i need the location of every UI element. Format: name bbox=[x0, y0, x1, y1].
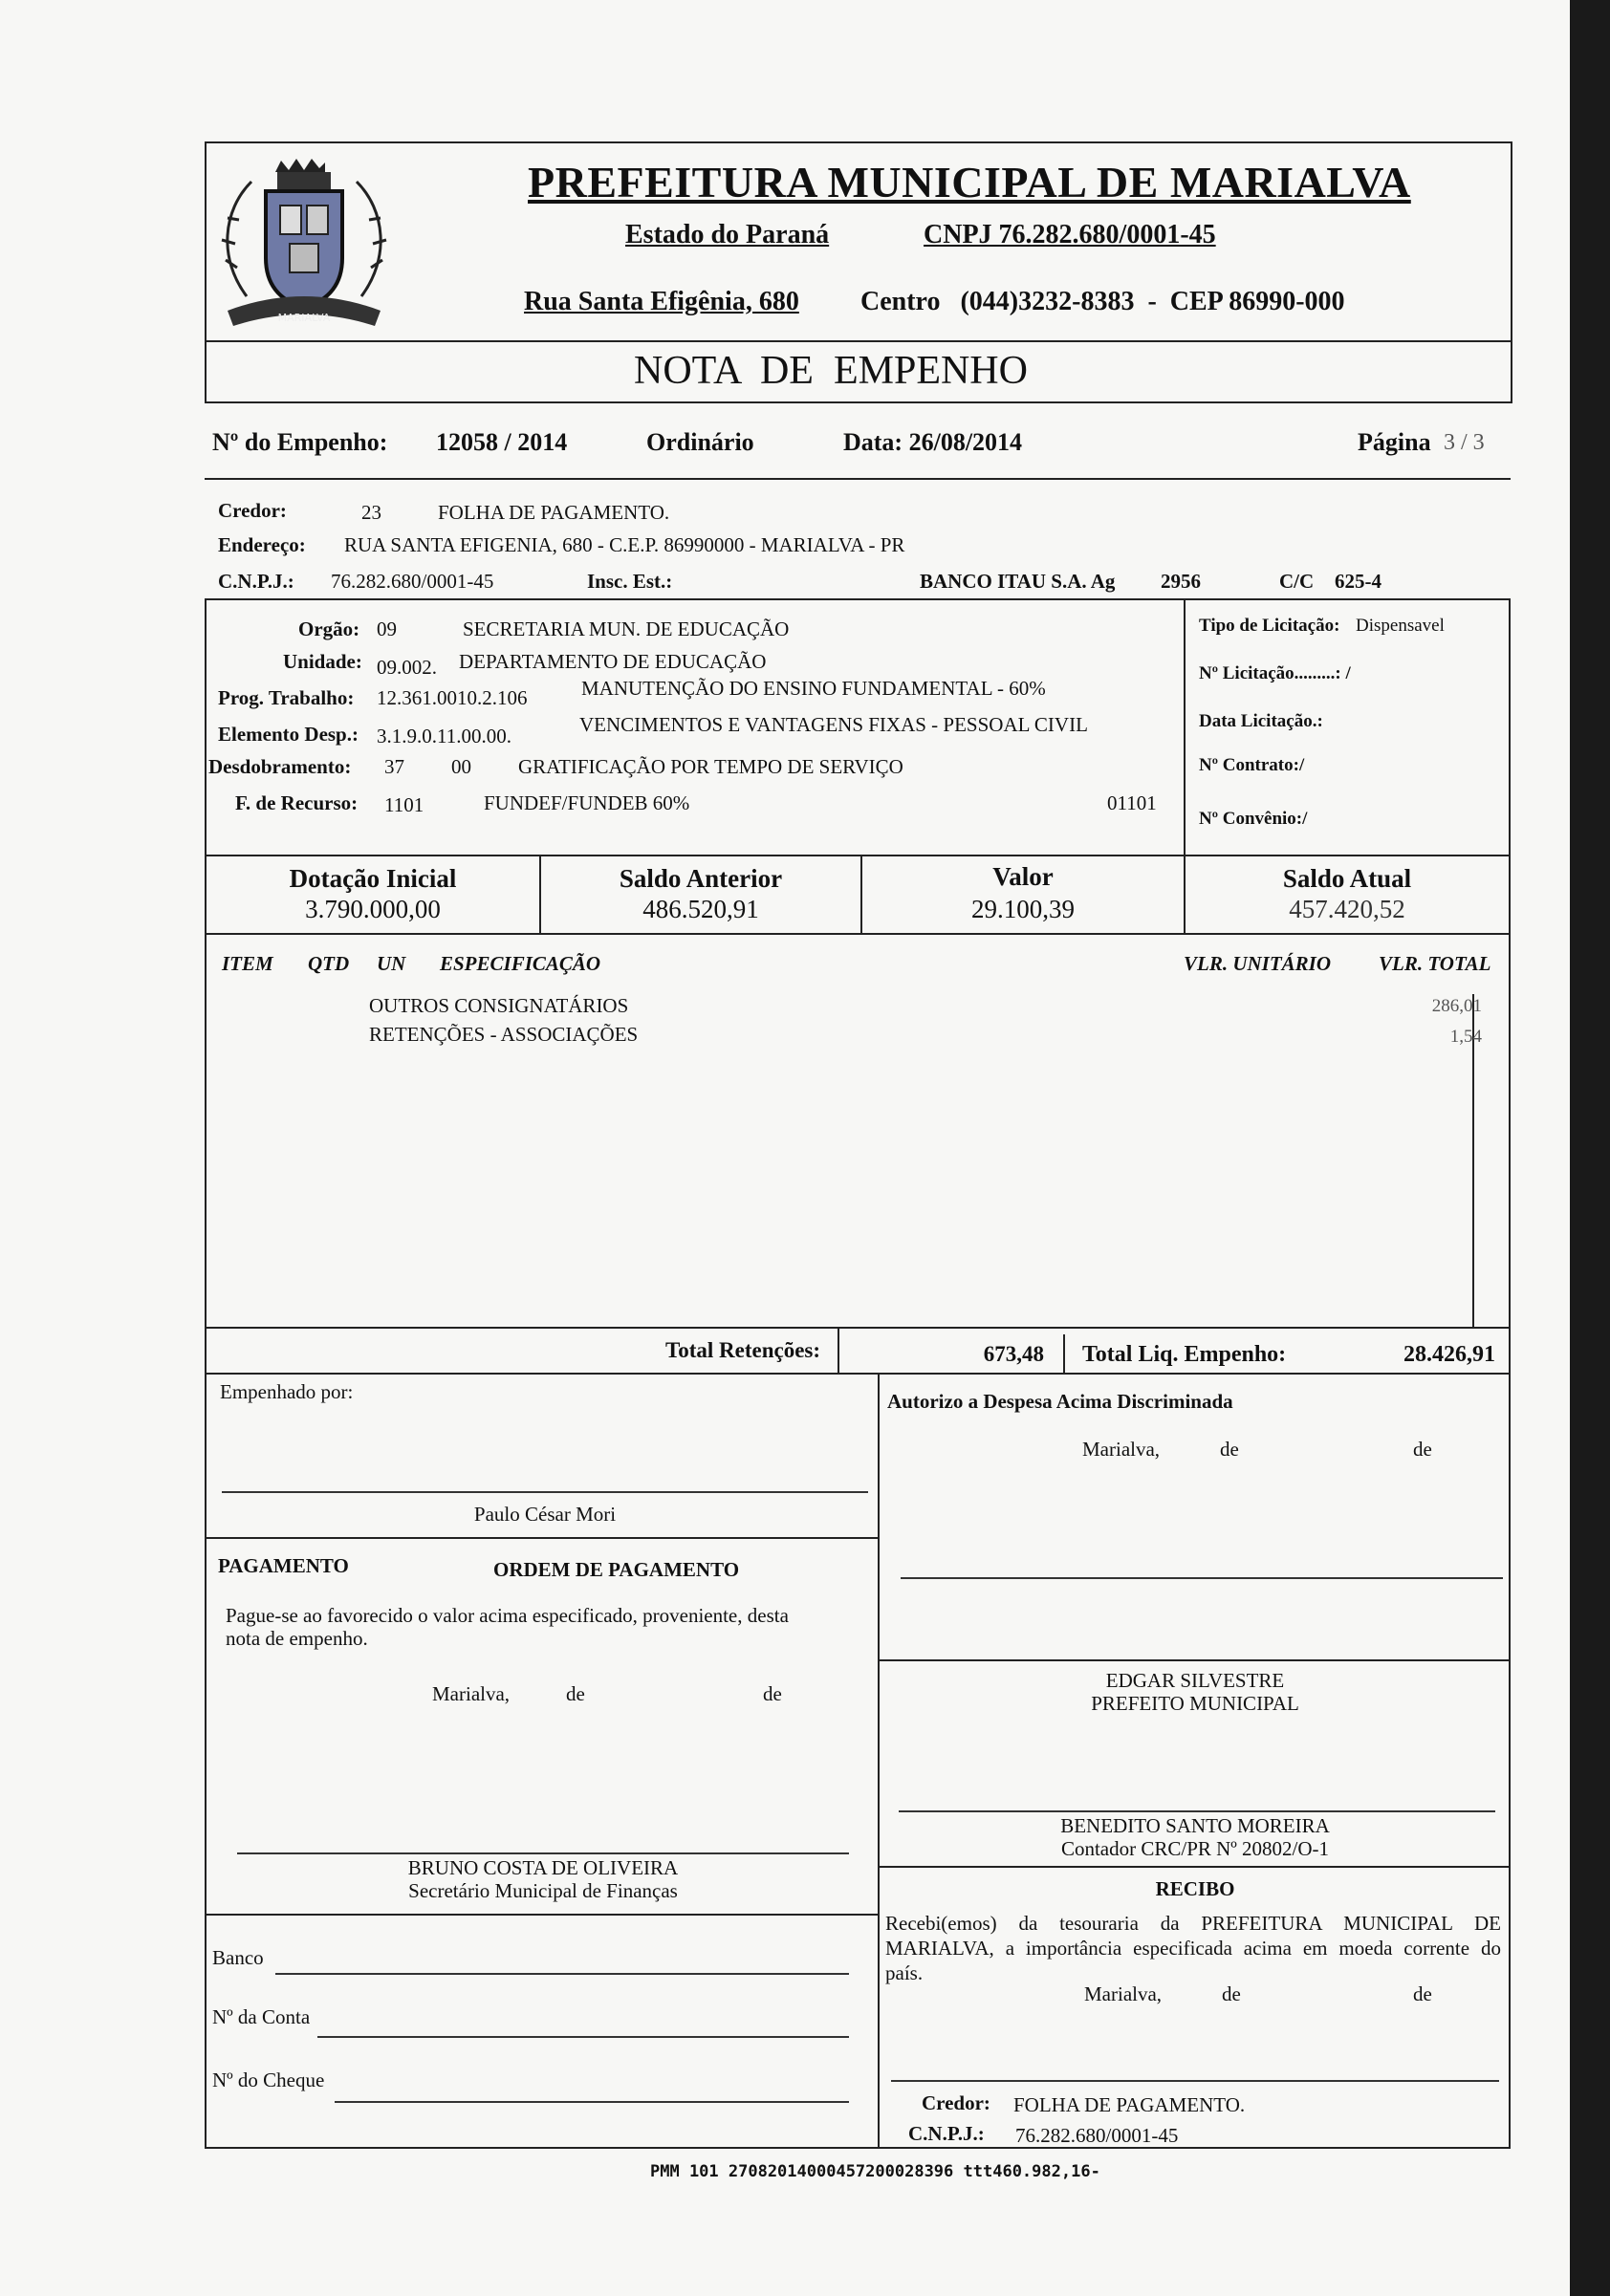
coat-of-arms-icon bbox=[208, 153, 400, 344]
recibo-cnpj: 76.282.680/0001-45 bbox=[1015, 2124, 1179, 2147]
dotacao-label: Dotação Inicial bbox=[289, 864, 457, 893]
contrato-number: Nº Contrato:/ bbox=[1199, 755, 1305, 775]
cheque-field[interactable] bbox=[335, 2101, 849, 2103]
svg-text:MARIALVA: MARIALVA bbox=[277, 312, 331, 324]
credor-label: Credor: bbox=[218, 499, 287, 522]
unidade-code: 09.002. bbox=[377, 656, 437, 679]
licitacao-date: Data Licitação.: bbox=[1199, 711, 1323, 731]
page-label: Página bbox=[1358, 428, 1431, 456]
list-item-total: 1,54 bbox=[1449, 1027, 1482, 1047]
credor-cnpj-label: C.N.P.J.: bbox=[218, 570, 294, 593]
credor-address: RUA SANTA EFIGENIA, 680 - C.E.P. 86990000 - MARIALVA - PR bbox=[344, 533, 905, 556]
header-item: ITEM bbox=[222, 952, 273, 975]
signature-line-empenhado bbox=[222, 1491, 868, 1493]
recibo-de2: de bbox=[1413, 1982, 1432, 2005]
recibo-text-line3: país. bbox=[885, 1961, 924, 1984]
elemento-name: VENCIMENTOS E VANTAGENS FIXAS - PESSOAL CIVIL bbox=[579, 713, 1088, 736]
recibo-title: RECIBO bbox=[1155, 1877, 1235, 1900]
recibo-place: Marialva, bbox=[1084, 1982, 1163, 2005]
convenio-number: Nº Convênio:/ bbox=[1199, 809, 1308, 829]
elemento-label: Elemento Desp.: bbox=[218, 723, 359, 746]
total-liquido-value: 28.426,91 bbox=[1403, 1342, 1495, 1367]
desdobramento-name: GRATIFICAÇÃO POR TEMPO DE SERVIÇO bbox=[518, 755, 903, 778]
signature-line-recibo bbox=[891, 2080, 1499, 2082]
empenho-number-label: Nº do Empenho: bbox=[212, 428, 388, 456]
contador-title: Contador CRC/PR Nº 20802/O-1 bbox=[1060, 1837, 1330, 1860]
list-item-spec: OUTROS CONSIGNATÁRIOS bbox=[369, 994, 629, 1017]
total-liquido-label: Total Liq. Empenho: bbox=[1082, 1342, 1287, 1367]
conta-label: Nº da Conta bbox=[212, 2005, 311, 2028]
valor-label: Valor bbox=[992, 862, 1054, 891]
autorizo-de2: de bbox=[1413, 1438, 1432, 1461]
licitacao-type: Dispensavel bbox=[1356, 616, 1445, 636]
conta-field[interactable] bbox=[317, 2036, 849, 2038]
state-name: Estado do Paraná bbox=[625, 220, 830, 249]
autorizo-place: Marialva, bbox=[1082, 1438, 1161, 1461]
unidade-name: DEPARTAMENTO DE EDUCAÇÃO bbox=[459, 650, 767, 673]
credor-name: FOLHA DE PAGAMENTO. bbox=[438, 501, 670, 524]
banco-field[interactable] bbox=[275, 1973, 849, 1975]
prefeito-name: EDGAR SILVESTRE bbox=[1105, 1669, 1285, 1692]
header-un: UN bbox=[377, 952, 406, 975]
insc-label: Insc. Est.: bbox=[587, 570, 673, 593]
recibo-de1: de bbox=[1222, 1982, 1241, 2005]
account-number: 625-4 bbox=[1335, 570, 1382, 593]
pagamento-label: PAGAMENTO bbox=[218, 1554, 349, 1577]
desdobramento-code2: 00 bbox=[451, 755, 471, 778]
ordem-text-line1: Pague-se ao favorecido o valor acima especificado, proveniente, desta bbox=[226, 1604, 789, 1627]
orgao-code: 09 bbox=[377, 617, 397, 640]
account-label: C/C bbox=[1279, 570, 1315, 593]
ordem-de1: de bbox=[566, 1682, 585, 1705]
licitacao-type-label: Tipo de Licitação: bbox=[1199, 616, 1340, 636]
saldo-anterior-value: 486.520,91 bbox=[642, 895, 759, 923]
header-vlr-total: VLR. TOTAL bbox=[1379, 952, 1491, 975]
saldo-atual-label: Saldo Atual bbox=[1282, 864, 1412, 893]
recibo-credor-name: FOLHA DE PAGAMENTO. bbox=[1013, 2093, 1246, 2116]
recurso-label: F. de Recurso: bbox=[235, 791, 359, 814]
desdobramento-code1: 37 bbox=[384, 755, 404, 778]
ordem-text-line2: nota de empenho. bbox=[226, 1627, 368, 1650]
secretario-name: BRUNO COSTA DE OLIVEIRA bbox=[407, 1856, 679, 1879]
total-retencoes-value: 673,48 bbox=[983, 1342, 1044, 1366]
banco-label: Banco bbox=[212, 1946, 264, 1969]
prog-label: Prog. Trabalho: bbox=[218, 686, 355, 709]
recurso-name: FUNDEF/FUNDEB 60% bbox=[484, 791, 690, 814]
bank-agency: 2956 bbox=[1161, 570, 1201, 593]
orgao-label: Orgão: bbox=[298, 617, 360, 640]
saldo-anterior-label: Saldo Anterior bbox=[619, 864, 783, 893]
unidade-label: Unidade: bbox=[283, 650, 362, 673]
desdobramento-label: Desdobramento: bbox=[208, 755, 352, 778]
ordem-label: ORDEM DE PAGAMENTO bbox=[493, 1558, 740, 1581]
ordem-place: Marialva, bbox=[432, 1682, 511, 1705]
autorizo-text: Autorizo a Despesa Acima Discriminada bbox=[887, 1390, 1233, 1413]
ordem-de2: de bbox=[763, 1682, 782, 1705]
list-item-spec: RETENÇÕES - ASSOCIAÇÕES bbox=[369, 1023, 639, 1046]
list-item-total: 286,01 bbox=[1431, 996, 1482, 1016]
signature-line-autorizo bbox=[901, 1577, 1503, 1579]
bank-name: BANCO ITAU S.A. Ag bbox=[920, 570, 1116, 593]
secretario-title: Secretário Municipal de Finanças bbox=[408, 1879, 678, 1902]
street-address: Rua Santa Efigênia, 680 bbox=[524, 287, 799, 316]
elemento-code: 3.1.9.0.11.00.00. bbox=[377, 725, 511, 747]
autorizo-de1: de bbox=[1220, 1438, 1239, 1461]
header-cnpj: CNPJ 76.282.680/0001-45 bbox=[924, 220, 1216, 249]
recurso-code2: 01101 bbox=[1107, 791, 1157, 814]
saldo-atual-value: 457.420,52 bbox=[1289, 895, 1405, 923]
recibo-text-line2: MARIALVA, a importância especificada acima em moeda corrente do bbox=[885, 1937, 1501, 1960]
prog-name: MANUTENÇÃO DO ENSINO FUNDAMENTAL - 60% bbox=[581, 677, 1046, 700]
empenho-number: 12058 / 2014 bbox=[436, 428, 568, 456]
empenhado-label: Empenhado por: bbox=[220, 1380, 354, 1403]
dotacao-value: 3.790.000,00 bbox=[305, 895, 441, 923]
signature-line-contador bbox=[899, 1810, 1495, 1812]
total-retencoes-label: Total Retenções: bbox=[665, 1338, 821, 1362]
page-number: 3 / 3 bbox=[1444, 430, 1485, 455]
cheque-label: Nº do Cheque bbox=[212, 2069, 325, 2091]
scan-edge bbox=[1570, 0, 1610, 2296]
address-rest: Centro (044)3232-8383 - CEP 86990-000 bbox=[860, 287, 1345, 316]
municipality-title: PREFEITURA MUNICIPAL DE MARIALVA bbox=[528, 158, 1411, 206]
recurso-code: 1101 bbox=[384, 793, 424, 816]
licitacao-number: Nº Licitação.........: / bbox=[1199, 663, 1351, 683]
recibo-text-line1: Recebi(emos) da tesouraria da PREFEITURA MUNICIPAL DE bbox=[885, 1912, 1501, 1935]
signature-line-secretario bbox=[237, 1852, 849, 1854]
prefeito-title: PREFEITO MUNICIPAL bbox=[1091, 1692, 1299, 1715]
recibo-cnpj-label: C.N.P.J.: bbox=[908, 2122, 985, 2145]
address-label: Endereço: bbox=[218, 533, 306, 556]
credor-code: 23 bbox=[361, 501, 381, 524]
document-title: NOTA DE EMPENHO bbox=[634, 349, 1028, 393]
valor-value: 29.100,39 bbox=[971, 895, 1075, 923]
header-especificacao: ESPECIFICAÇÃO bbox=[440, 952, 601, 975]
footer-code: PMM 101 27082014000457200028396 ttt460.982,16- bbox=[650, 2162, 1100, 2181]
prog-code: 12.361.0010.2.106 bbox=[377, 686, 528, 709]
empenhado-name: Paulo César Mori bbox=[473, 1503, 617, 1526]
orgao-name: SECRETARIA MUN. DE EDUCAÇÃO bbox=[463, 617, 790, 640]
header-vlr-unitario: VLR. UNITÁRIO bbox=[1184, 952, 1332, 975]
empenho-date: Data: 26/08/2014 bbox=[843, 428, 1023, 456]
contador-name: BENEDITO SANTO MOREIRA bbox=[1060, 1814, 1330, 1837]
recibo-credor-label: Credor: bbox=[922, 2091, 990, 2114]
credor-cnpj: 76.282.680/0001-45 bbox=[331, 570, 494, 593]
header-qtd: QTD bbox=[308, 952, 350, 975]
empenho-type: Ordinário bbox=[646, 428, 754, 456]
